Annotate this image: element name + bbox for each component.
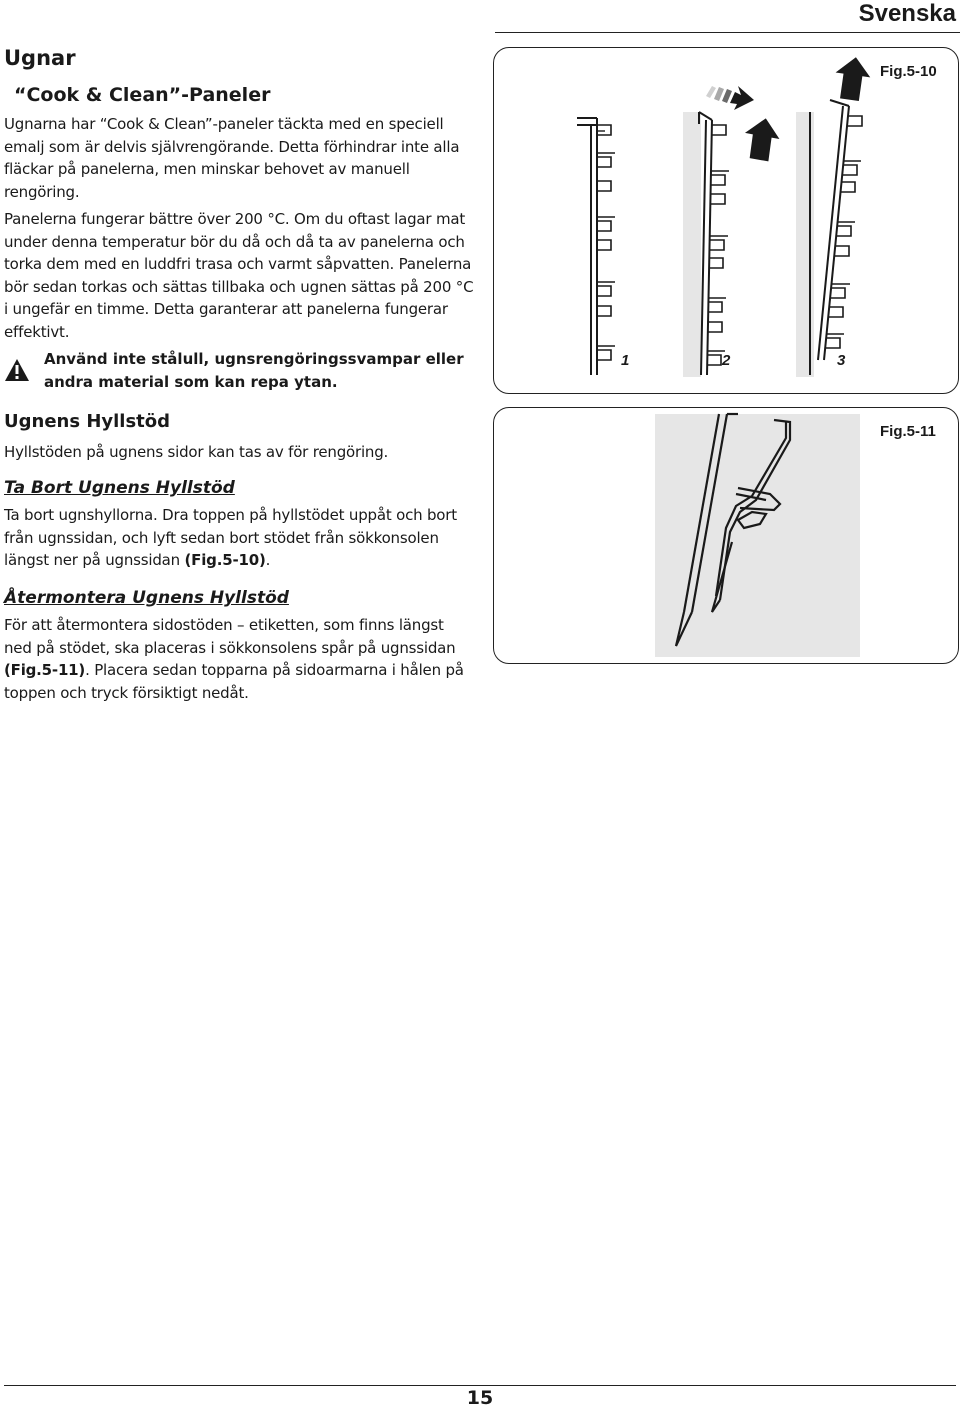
step-number-3: 3 (837, 352, 846, 369)
step-number-1: 1 (621, 352, 630, 369)
refit-text-end: . Placera sedan topparna på sidoarmarna i hålen på toppen och tryck försiktigt nedåt. (4, 661, 464, 702)
remove-text-end: . (265, 551, 271, 569)
shelf-refit-illustration (0, 0, 960, 680)
section-subtitle: “Cook & Clean”-Paneler (14, 84, 271, 106)
paragraph-temperature: Panelerna fungerar bättre över 200 °C. Om du oftast lagar mat under denna temperatur bör du då och då ta av panelerna och torka dem med en luddfri trasa och varmt såpvatten. Panelerna bör sedan torkas och sättas tillbaka och ugnen sättas på 200 °C i ungefär en timme. Detta garanterar att panelerna fungerar effektivt. (4, 210, 474, 341)
shelf-support-title: Ugnens Hyllstöd (4, 411, 171, 432)
section-title: Ugnar (4, 46, 76, 70)
shelf-support-intro: Hyllstöden på ugnens sidor kan tas av för rengöring. (4, 443, 389, 461)
fig-ref-5-10: (Fig.5-10) (184, 551, 266, 569)
remove-text: Ta bort ugnshyllorna. Dra toppen på hyllstödet uppåt och bort från ugnssidan, och lyft sedan bort stödet från sökkonsolen längst ner på ugnssidan (4, 506, 457, 569)
figure-label-5-11: Fig.5-11 (880, 423, 936, 440)
step-number-2: 2 (722, 352, 731, 369)
remove-heading: Ta Bort Ugnens Hyllstöd (4, 478, 235, 498)
refit-heading: Återmontera Ugnens Hyllstöd (4, 588, 289, 608)
paragraph-intro: Ugnarna har “Cook & Clean”-paneler täckta med en speciell emalj som är delvis självrengörande. Detta förhindrar inte alla fläckar på panelerna, men minskar behovet av manuell rengöring. (4, 115, 460, 201)
language-label: Svenska (858, 0, 956, 27)
page-number: 15 (466, 1387, 494, 1409)
figure-label-5-10: Fig.5-10 (880, 63, 937, 80)
fig-ref-5-11: (Fig.5-11) (4, 661, 86, 679)
refit-text: För att återmontera sidostöden – etiketten, som finns längst ned på stödet, ska placeras i sökkonsolens spår på ugnssidan (4, 616, 456, 657)
oven-wall-detail (655, 414, 860, 657)
warning-text: Använd inte stålull, ugnsrengöringssvampar eller andra material som kan repa ytan. (44, 350, 464, 391)
